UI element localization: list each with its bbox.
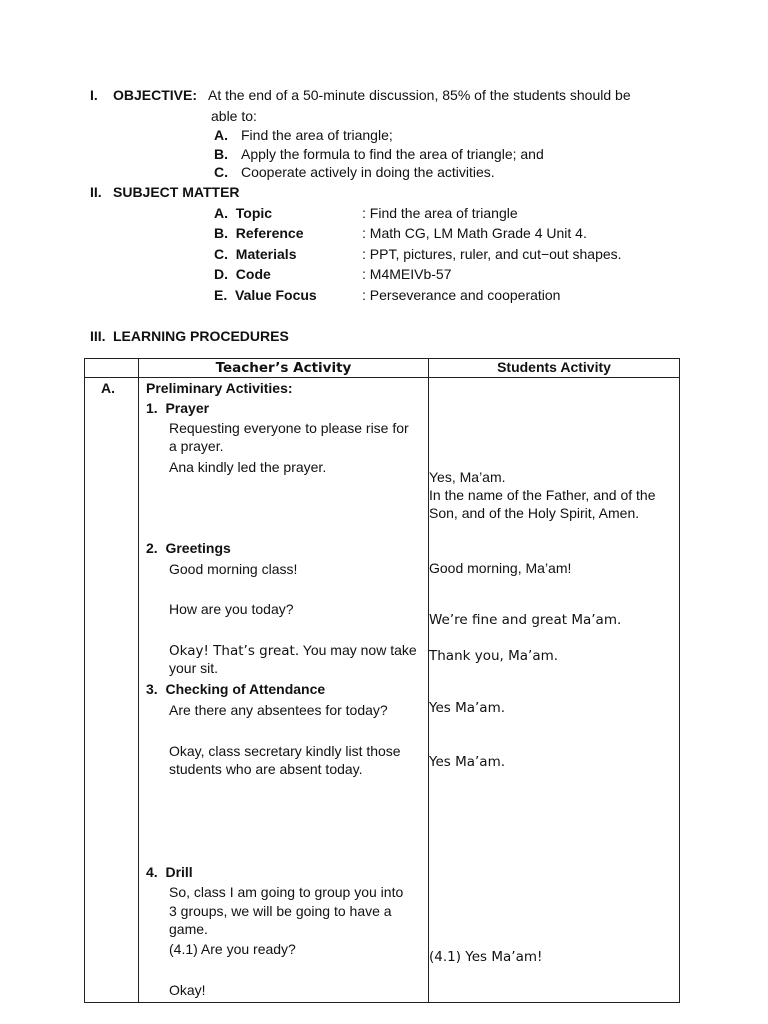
greetings-s1: Good morning, Ma’am! <box>429 560 572 576</box>
objective-item-letter-c: C. <box>214 164 228 180</box>
prayer-line2: a prayer. <box>169 438 224 454</box>
greetings-t3c: your sit. <box>169 660 219 676</box>
prayer-line1: Requesting everyone to please rise for <box>169 420 409 436</box>
greetings-t2: How are you today? <box>169 601 294 617</box>
subject-key-topic: A. Topic <box>214 205 273 221</box>
subject-value-topic: : Find the area of triangle <box>362 205 518 221</box>
header-students-cell <box>429 359 680 378</box>
greetings-s2: We’re fine and great Ma’am. <box>429 612 622 628</box>
attendance-t1: Are there any absentees for today? <box>169 702 388 718</box>
objective-text-line2: able to: <box>211 108 257 124</box>
objective-item-c: Cooperate actively in doing the activities. <box>241 164 495 180</box>
greetings-t1: Good morning class! <box>169 561 298 577</box>
objective-item-letter-b: B. <box>214 146 228 162</box>
subject-value-materials: : PPT, pictures, ruler, and cut−out shapes. <box>362 246 622 262</box>
attendance-s1: Yes Ma’am. <box>429 700 506 716</box>
drill-s4: (4.1) Yes Ma’am! <box>429 949 543 965</box>
drill-title: 4. Drill <box>146 864 193 880</box>
greetings-title: 2. Greetings <box>146 540 231 556</box>
greetings-s3: Thank you, Ma’am. <box>429 648 559 664</box>
prayer-student-line1: Yes, Ma’am. <box>429 469 506 485</box>
drill-t1: So, class I am going to group you into <box>169 884 404 900</box>
subject-key-materials: C. Materials <box>214 246 297 262</box>
drill-t2: 3 groups, we will be going to have a <box>169 903 392 919</box>
section-numeral-objective: I. <box>90 87 98 103</box>
preliminary-activities-title: Preliminary Activities: <box>146 380 293 396</box>
prayer-title: 1. Prayer <box>146 400 210 416</box>
objective-item-b: Apply the formula to find the area of triangle; and <box>241 146 544 162</box>
drill-t3: game. <box>169 921 208 937</box>
attendance-s2: Yes Ma’am. <box>429 754 506 770</box>
drill-t4: (4.1) Are you ready? <box>169 941 296 957</box>
section-numeral-procedures: III. <box>90 328 106 344</box>
header-students: Students Activity <box>497 359 611 375</box>
row-letter: A. <box>101 380 115 396</box>
greetings-t3b: You may now take <box>302 642 417 658</box>
prayer-student-line3: Son, and of the Holy Spirit, Amen. <box>429 505 640 521</box>
subject-matter-label: SUBJECT MATTER <box>113 184 240 200</box>
subject-value-reference: : Math CG, LM Math Grade 4 Unit 4. <box>362 225 587 241</box>
greetings-t3a: Okay! That’s great. <box>169 643 300 659</box>
learning-procedures-table <box>84 358 680 1003</box>
prayer-student-line2: In the name of the Father, and of the <box>429 487 656 503</box>
drill-t5: Okay! <box>169 982 206 998</box>
section-numeral-subject: II. <box>90 184 102 200</box>
prayer-line3: Ana kindly led the prayer. <box>169 459 327 475</box>
subject-key-reference: B. Reference <box>214 225 304 241</box>
attendance-t2b: students who are absent today. <box>169 761 363 777</box>
attendance-title: 3. Checking of Attendance <box>146 681 326 697</box>
learning-procedures-label: LEARNING PROCEDURES <box>113 328 289 344</box>
subject-value-code: : M4MEIVb-57 <box>362 266 452 282</box>
students-activity-cell <box>429 378 680 1003</box>
teacher-activity-cell <box>139 378 429 1003</box>
objective-text-line1: At the end of a 50-minute discussion, 85% of the students should be <box>208 87 631 103</box>
header-blank-cell <box>85 359 139 378</box>
subject-key-value-focus: E. Value Focus <box>214 287 317 303</box>
objective-item-letter-a: A. <box>214 127 228 143</box>
row-letter-cell <box>85 378 139 1003</box>
header-teacher-cell <box>139 359 429 378</box>
objective-item-a: Find the area of triangle; <box>241 127 393 143</box>
header-teacher: Teacher’s Activity <box>215 360 352 376</box>
subject-value-value-focus: : Perseverance and cooperation <box>362 287 561 303</box>
objective-label: OBJECTIVE: <box>113 87 198 103</box>
attendance-t2a: Okay, class secretary kindly list those <box>169 743 401 759</box>
subject-key-code: D. Code <box>214 266 271 282</box>
